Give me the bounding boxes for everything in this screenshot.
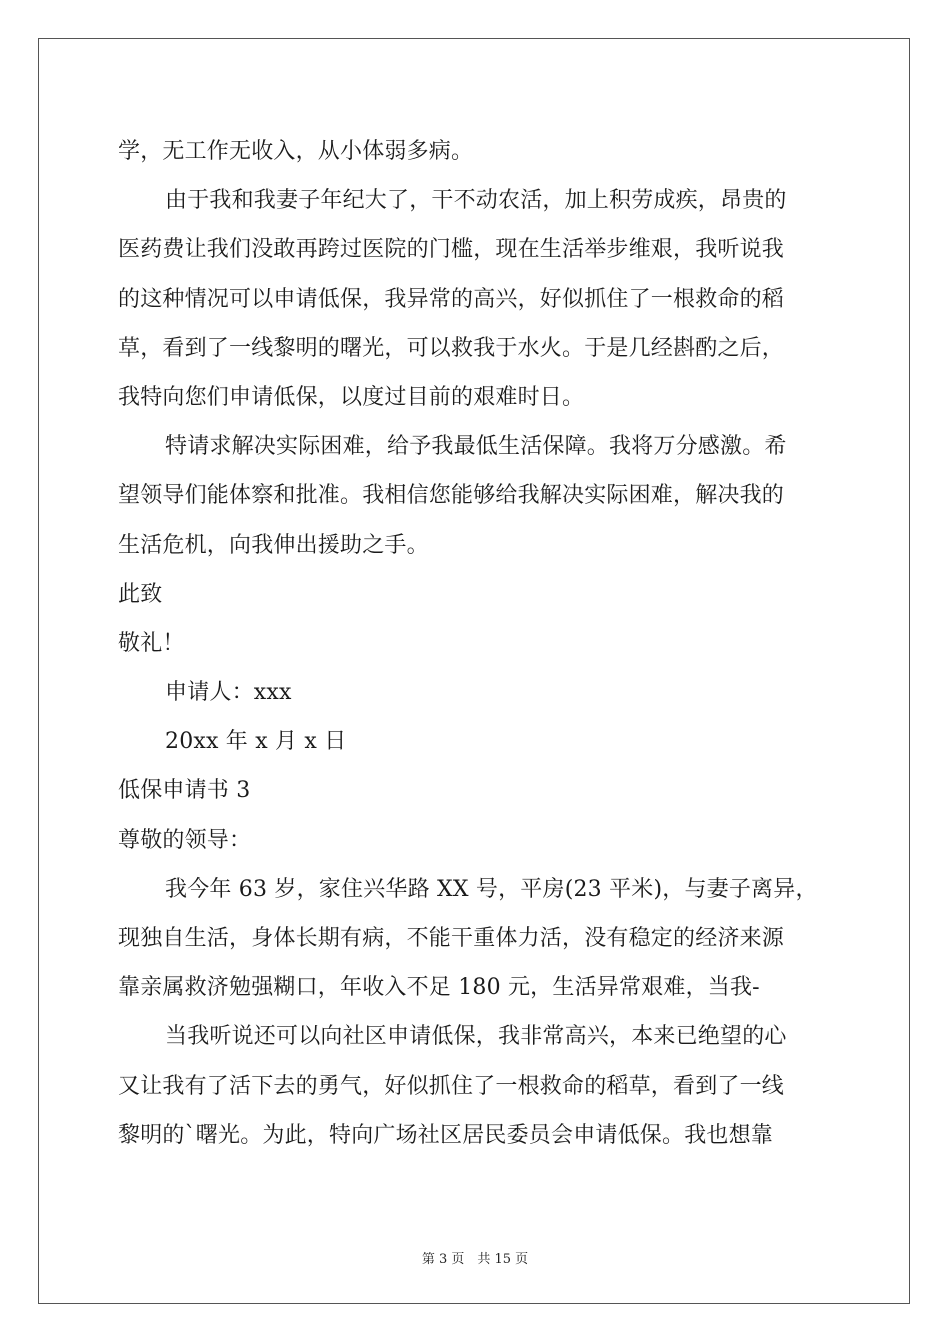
text-line: 由于我和我妻子年纪大了，干不动农活，加上积劳成疾，昂贵的 (165, 188, 787, 214)
text-line: 又让我有了活下去的勇气，好似抓住了一根救命的稻草，看到了一线 (118, 1073, 785, 1099)
text-line: 低保申请书 3 (118, 778, 251, 804)
text-line: 医药费让我们没敢再跨过医院的门槛，现在生活举步维艰，我听说我 (118, 237, 785, 263)
text-line: 草，看到了一线黎明的曙光，可以救我于水火。于是几经斟酌之后， (118, 335, 785, 361)
text-line: 此致 (118, 581, 163, 607)
text-line: 现独自生活，身体长期有病，不能干重体力活，没有稳定的经济来源 (118, 926, 785, 951)
text-line: 尊敬的领导： (118, 827, 252, 853)
text-line: 申请人：xxx (165, 680, 292, 706)
text-line: 敬礼！ (118, 630, 185, 656)
text-line: 望领导们能体察和批准。我相信您能够给我解决实际困难，解决我的 (118, 483, 785, 509)
text-line: 黎明的`曙光。为此，特向广场社区居民委员会申请低保。我也想靠 (118, 1122, 774, 1148)
document-body (118, 127, 838, 1160)
text-line: 特请求解决实际困难，给予我最低生活保障。我将万分感激。希 (165, 434, 787, 460)
page-number-footer: 第 3 页 共 15 页 (421, 1252, 529, 1267)
text-line: 我特向您们申请低保，以度过目前的艰难时日。 (118, 384, 585, 410)
text-line: 生活危机，向我伸出援助之手。 (118, 532, 429, 558)
text-line: 靠亲属救济勉强糊口，年收入不足 180 元，生活异常艰难，当我- (118, 975, 760, 1001)
text-line: 的这种情况可以申请低保，我异常的高兴，好似抓住了一根救命的稻 (118, 286, 785, 312)
text-line: 20xx 年 x 月 x 日 (165, 729, 347, 755)
text-line: 当我听说还可以向社区申请低保，我非常高兴，本来已绝望的心 (165, 1024, 787, 1050)
text-line: 学，无工作无收入，从小体弱多病。 (118, 139, 474, 164)
text-line: 我今年 63 岁，家住兴华路 XX 号，平房(23 平米)，与妻子离异， (165, 876, 818, 902)
